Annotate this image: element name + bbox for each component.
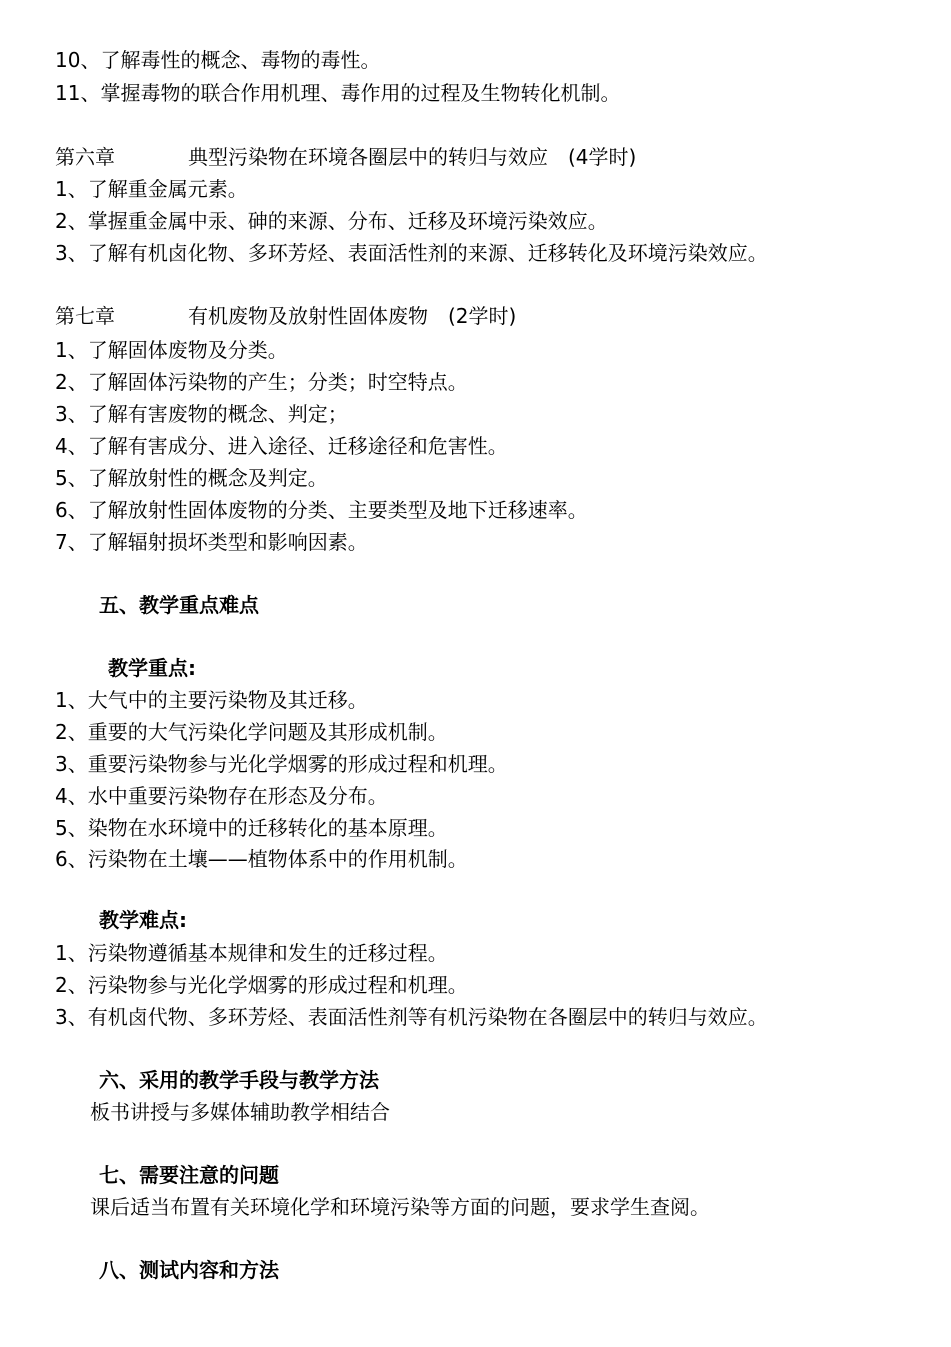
chapter-heading <box>55 144 636 170</box>
list-item: 6、了解放射性固体废物的分类、主要类型及地下迁移速率。 <box>55 498 588 522</box>
chapter-title: 典型污染物在环境各圈层中的转归与效应 (4学时) <box>188 145 637 169</box>
chapter-heading <box>55 303 516 329</box>
list-item: 4、水中重要污染物存在形态及分布。 <box>55 784 388 808</box>
list-item: 1、污染物遵循基本规律和发生的迁移过程。 <box>55 941 448 965</box>
list-item: 2、污染物参与光化学烟雾的形成过程和机理。 <box>55 973 468 997</box>
list-item: 1、大气中的主要污染物及其迁移。 <box>55 688 368 712</box>
list-item: 3、有机卤代物、多环芳烃、表面活性剂等有机污染物在各圈层中的转归与效应。 <box>55 1005 768 1029</box>
list-item: 10、了解毒性的概念、毒物的毒性。 <box>55 48 381 72</box>
subsection-label: 教学重点: <box>108 656 196 680</box>
list-item: 3、了解有害废物的概念、判定； <box>55 402 348 426</box>
list-item: 1、了解重金属元素。 <box>55 177 248 201</box>
section-heading: 六、采用的教学手段与教学方法 <box>99 1068 379 1092</box>
section-heading: 八、测试内容和方法 <box>99 1258 279 1282</box>
section-text: 课后适当布置有关环境化学和环境污染等方面的问题，要求学生查阅。 <box>90 1195 710 1219</box>
list-item: 5、了解放射性的概念及判定。 <box>55 466 328 490</box>
list-item: 3、了解有机卤化物、多环芳烃、表面活性剂的来源、迁移转化及环境污染效应。 <box>55 241 768 265</box>
section-heading: 五、教学重点难点 <box>99 593 259 617</box>
list-item: 6、污染物在土壤——植物体系中的作用机制。 <box>55 847 468 871</box>
list-item: 7、了解辐射损坏类型和影响因素。 <box>55 530 368 554</box>
section-text: 板书讲授与多媒体辅助教学相结合 <box>90 1100 390 1124</box>
chapter-number: 第六章 <box>55 145 115 169</box>
chapter-number: 第七章 <box>55 304 115 328</box>
list-item: 2、掌握重金属中汞、砷的来源、分布、迁移及环境污染效应。 <box>55 209 608 233</box>
list-item: 1、了解固体废物及分类。 <box>55 338 288 362</box>
list-item: 11、掌握毒物的联合作用机理、毒作用的过程及生物转化机制。 <box>55 81 621 105</box>
list-item: 4、了解有害成分、进入途径、迁移途径和危害性。 <box>55 434 508 458</box>
list-item: 5、染物在水环境中的迁移转化的基本原理。 <box>55 816 448 840</box>
subsection-label: 教学难点: <box>99 908 187 932</box>
section-heading: 七、需要注意的问题 <box>99 1163 279 1187</box>
list-item: 2、了解固体污染物的产生；分类；时空特点。 <box>55 370 468 394</box>
list-item: 3、重要污染物参与光化学烟雾的形成过程和机理。 <box>55 752 508 776</box>
chapter-title: 有机废物及放射性固体废物 (2学时) <box>188 304 517 328</box>
list-item: 2、重要的大气污染化学问题及其形成机制。 <box>55 720 448 744</box>
